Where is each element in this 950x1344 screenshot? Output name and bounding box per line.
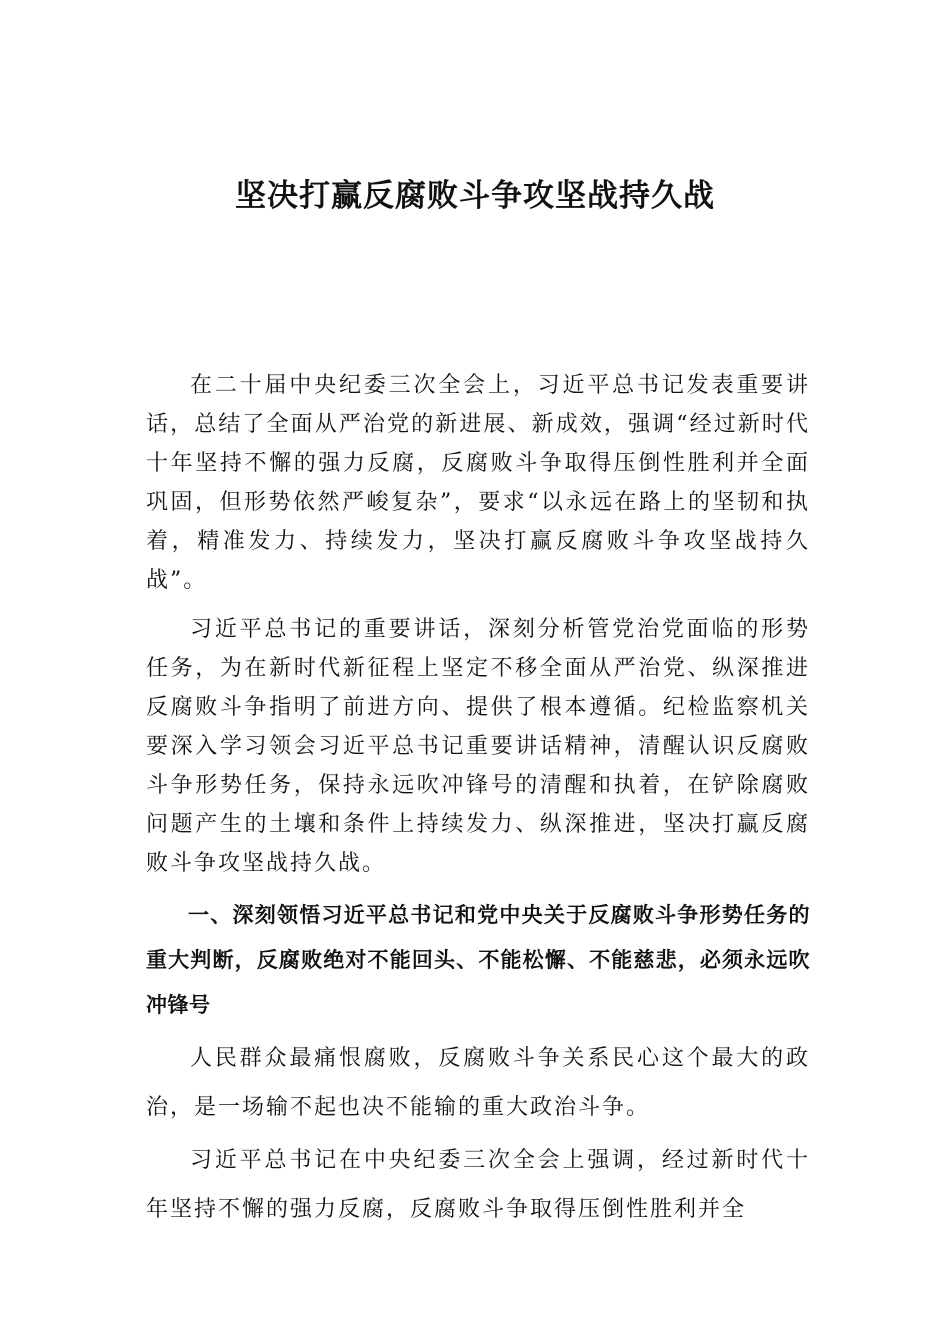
section-heading-1: 一、深刻领悟习近平总书记和党中央关于反腐败斗争形势任务的重大判断，反腐败绝对不能回头、不能松懈、不能慈悲，必须永远吹冲锋号 [146, 903, 810, 1017]
paragraph-1: 在二十届中央纪委三次全会上，习近平总书记发表重要讲话，总结了全面从严治党的新进展、新成效，强调“经过新时代十年坚持不懈的强力反腐，反腐败斗争取得压倒性胜利并全面巩固，但形势依然严峻复杂”，要求“以永远在路上的坚韧和执着，精准发力、持续发力，坚决打赢反腐败斗争攻坚战持久战”。 [146, 373, 810, 593]
section-paragraph-1: 人民群众最痛恨腐败，反腐败斗争关系民心这个最大的政治，是一场输不起也决不能输的重大政治斗争。 [146, 1046, 810, 1120]
document-body [146, 366, 810, 1238]
document-title: 坚决打赢反腐败斗争攻坚战持久战 [235, 178, 715, 214]
section-paragraph-2: 习近平总书记在中央纪委三次全会上强调，经过新时代十年坚持不懈的强力反腐，反腐败斗争取得压倒性胜利并全 [146, 1148, 810, 1222]
paragraph-2: 习近平总书记的重要讲话，深刻分析管党治党面临的形势任务，为在新时代新征程上坚定不移全面从严治党、纵深推进反腐败斗争指明了前进方向、提供了根本遵循。纪检监察机关要深入学习领会习近平总书记重要讲话精神，清醒认识反腐败斗争形势任务，保持永远吹冲锋号的清醒和执着，在铲除腐败问题产生的土壤和条件上持续发力、纵深推进，坚决打赢反腐败斗争攻坚战持久战。 [146, 617, 810, 876]
